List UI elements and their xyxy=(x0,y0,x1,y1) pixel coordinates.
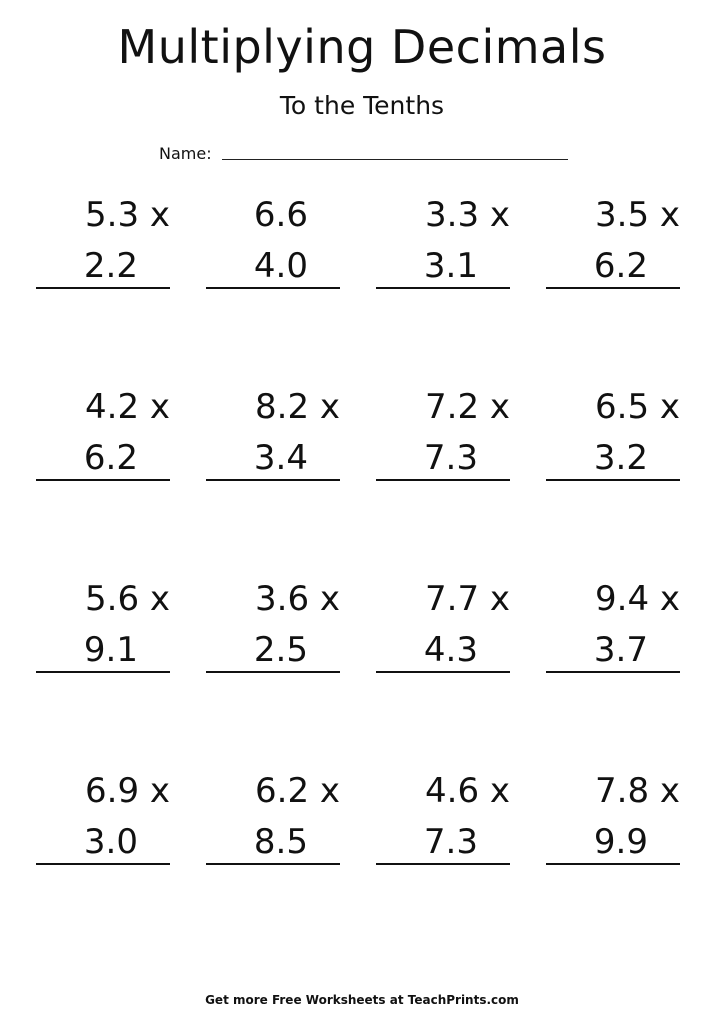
answer-line xyxy=(376,479,510,481)
problem-bottom-number: 2.2 xyxy=(83,246,138,286)
footer-credit: Get more Free Worksheets at TeachPrints.com xyxy=(205,993,519,1007)
problem-top-number: 7.2 x xyxy=(425,387,510,427)
answer-line xyxy=(546,863,680,865)
problem-8 xyxy=(546,380,680,572)
name-row xyxy=(159,140,568,162)
problem-top-number: 3.5 x xyxy=(595,195,680,235)
page-subtitle: To the Tenths xyxy=(279,91,445,120)
problem-top-number: 6.2 x xyxy=(255,771,340,811)
answer-line xyxy=(376,287,510,289)
problem-top-number: 7.7 x xyxy=(425,579,510,619)
problem-bottom-number: 6.2 xyxy=(593,246,648,286)
problem-bottom-number: 3.2 xyxy=(593,438,648,478)
problem-top-number: 6.6 xyxy=(253,195,308,235)
problem-bottom-number: 2.5 xyxy=(253,630,308,670)
problem-1 xyxy=(36,188,170,380)
problem-12 xyxy=(546,572,680,764)
problem-top-number: 8.2 x xyxy=(255,387,340,427)
problem-grid xyxy=(36,188,682,956)
problem-bottom-number: 3.0 xyxy=(83,822,138,862)
answer-line xyxy=(36,863,170,865)
problem-top-number: 3.6 x xyxy=(255,579,340,619)
answer-line xyxy=(546,479,680,481)
problem-13 xyxy=(36,764,170,956)
problem-top-number: 6.9 x xyxy=(85,771,170,811)
problem-9 xyxy=(36,572,170,764)
problem-top-number: 9.4 x xyxy=(595,579,680,619)
problem-bottom-number: 3.1 xyxy=(423,246,478,286)
answer-line xyxy=(36,287,170,289)
problem-bottom-number: 7.3 xyxy=(423,822,478,862)
problem-5 xyxy=(36,380,170,572)
problem-bottom-number: 3.7 xyxy=(593,630,648,670)
problem-top-number: 3.3 x xyxy=(425,195,510,235)
name-field-line[interactable] xyxy=(222,159,568,160)
problem-bottom-number: 8.5 xyxy=(253,822,308,862)
answer-line xyxy=(206,287,340,289)
problem-top-number: 6.5 x xyxy=(595,387,680,427)
answer-line xyxy=(376,863,510,865)
answer-line xyxy=(36,479,170,481)
problem-top-number: 4.6 x xyxy=(425,771,510,811)
problem-4 xyxy=(546,188,680,380)
answer-line xyxy=(546,671,680,673)
problem-16 xyxy=(546,764,680,956)
problem-bottom-number: 4.3 xyxy=(423,630,478,670)
problem-10 xyxy=(206,572,340,764)
problem-top-number: 7.8 x xyxy=(595,771,680,811)
answer-line xyxy=(546,287,680,289)
answer-line xyxy=(36,671,170,673)
problem-bottom-number: 4.0 xyxy=(253,246,308,286)
problem-14 xyxy=(206,764,340,956)
answer-line xyxy=(206,479,340,481)
answer-line xyxy=(206,863,340,865)
problem-bottom-number: 7.3 xyxy=(423,438,478,478)
problem-bottom-number: 3.4 xyxy=(253,438,308,478)
problem-7 xyxy=(376,380,510,572)
problem-11 xyxy=(376,572,510,764)
problem-2 xyxy=(206,188,340,380)
problem-15 xyxy=(376,764,510,956)
problem-6 xyxy=(206,380,340,572)
problem-3 xyxy=(376,188,510,380)
answer-line xyxy=(206,671,340,673)
answer-line xyxy=(376,671,510,673)
problem-top-number: 5.3 x xyxy=(85,195,170,235)
problem-bottom-number: 6.2 xyxy=(83,438,138,478)
name-label: Name: xyxy=(159,144,212,163)
page-title: Multiplying Decimals xyxy=(117,20,607,74)
problem-bottom-number: 9.9 xyxy=(593,822,648,862)
problem-bottom-number: 9.1 xyxy=(83,630,138,670)
problem-top-number: 4.2 x xyxy=(85,387,170,427)
problem-top-number: 5.6 x xyxy=(85,579,170,619)
